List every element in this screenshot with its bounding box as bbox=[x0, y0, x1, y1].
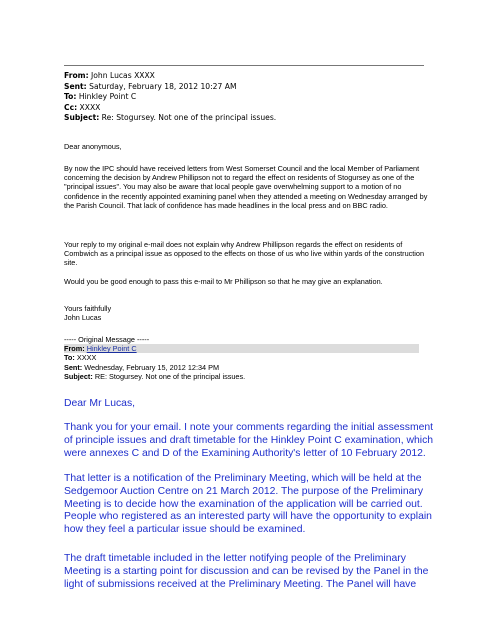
sent-line: Sent: Saturday, February 18, 2012 10:27 AM bbox=[64, 81, 237, 91]
top-divider bbox=[64, 65, 424, 66]
original-to-line: To: XXXX bbox=[64, 353, 97, 363]
cc-line: Cc: XXXX bbox=[64, 102, 101, 112]
signature: John Lucas bbox=[64, 313, 102, 323]
original-from-line: From: Hinkley Point C bbox=[64, 344, 419, 353]
subject-line: Subject: Re: Stogursey. Not one of the principal issues. bbox=[64, 113, 277, 123]
letter-paragraph-1: By now the IPC should have received letters from West Somerset Council and the local Member of Parliament concerning the decision by Andrew Phillipson not to regard the effect on residents of Stogursey as one of the "principal issues". You may also be aware that local people gave overwhelming support to a motion of no confidence in the recently appointed examining panel when they attended a meeting on Wednesday arranged by the Parish Council. That lack of confidence has made headlines in the local press and on BBC radio. bbox=[64, 164, 428, 210]
letter-greeting: Dear anonymous, bbox=[64, 142, 122, 151]
to-line: To: Hinkley Point C bbox=[64, 92, 137, 102]
letter-paragraph-2: Your reply to my original e-mail does not explain why Andrew Phillipson regards the effect on residents of Combwich as a principal issue as opposed to the effects on those of us who live within yards of the construction site. bbox=[64, 240, 425, 268]
original-separator: ----- Original Message ----- bbox=[64, 335, 150, 344]
reply-greeting: Dear Mr Lucas, bbox=[64, 398, 136, 409]
reply-paragraph-2: That letter is a notification of the Preliminary Meeting, which will be held at the Sedgemoor Auction Centre on 21 March 2012. The purpose of the Preliminary Meeting is to decide how the examination of the application will be carried out. People who registered as an interested party will have the opportunity to explain how they feel a particular issue should be examined. bbox=[64, 473, 432, 536]
original-sent-line: Sent: Wednesday, February 15, 2012 12:34 PM bbox=[64, 362, 220, 372]
letter-signoff: Yours faithfully John Lucas bbox=[64, 304, 436, 322]
original-message bbox=[64, 335, 436, 381]
reply-paragraph-1: Thank you for your email. I note your comments regarding the initial assessment of principle issues and draft timetable for the Hinkley Point C examination, which were annexes C and D of the Examining Authority's letter of 10 February 2012. bbox=[64, 422, 434, 459]
hinkley-point-link[interactable]: Hinkley Point C bbox=[86, 344, 137, 354]
original-subject-line: Subject: RE: Stogursey. Not one of the principal issues. bbox=[64, 371, 246, 381]
from-line: From: John Lucas XXXX bbox=[64, 71, 155, 80]
letter-paragraph-3: Would you be good enough to pass this e-mail to Mr Phillipson so that he may give an explanation. bbox=[64, 277, 383, 286]
email-header bbox=[64, 71, 434, 124]
reply-paragraph-3: The draft timetable included in the letter notifying people of the Preliminary Meeting is a starting point for discussion and can be revised by the Panel in the light of submissions received at the Preliminary Meeting. The Panel will have bbox=[64, 553, 429, 590]
